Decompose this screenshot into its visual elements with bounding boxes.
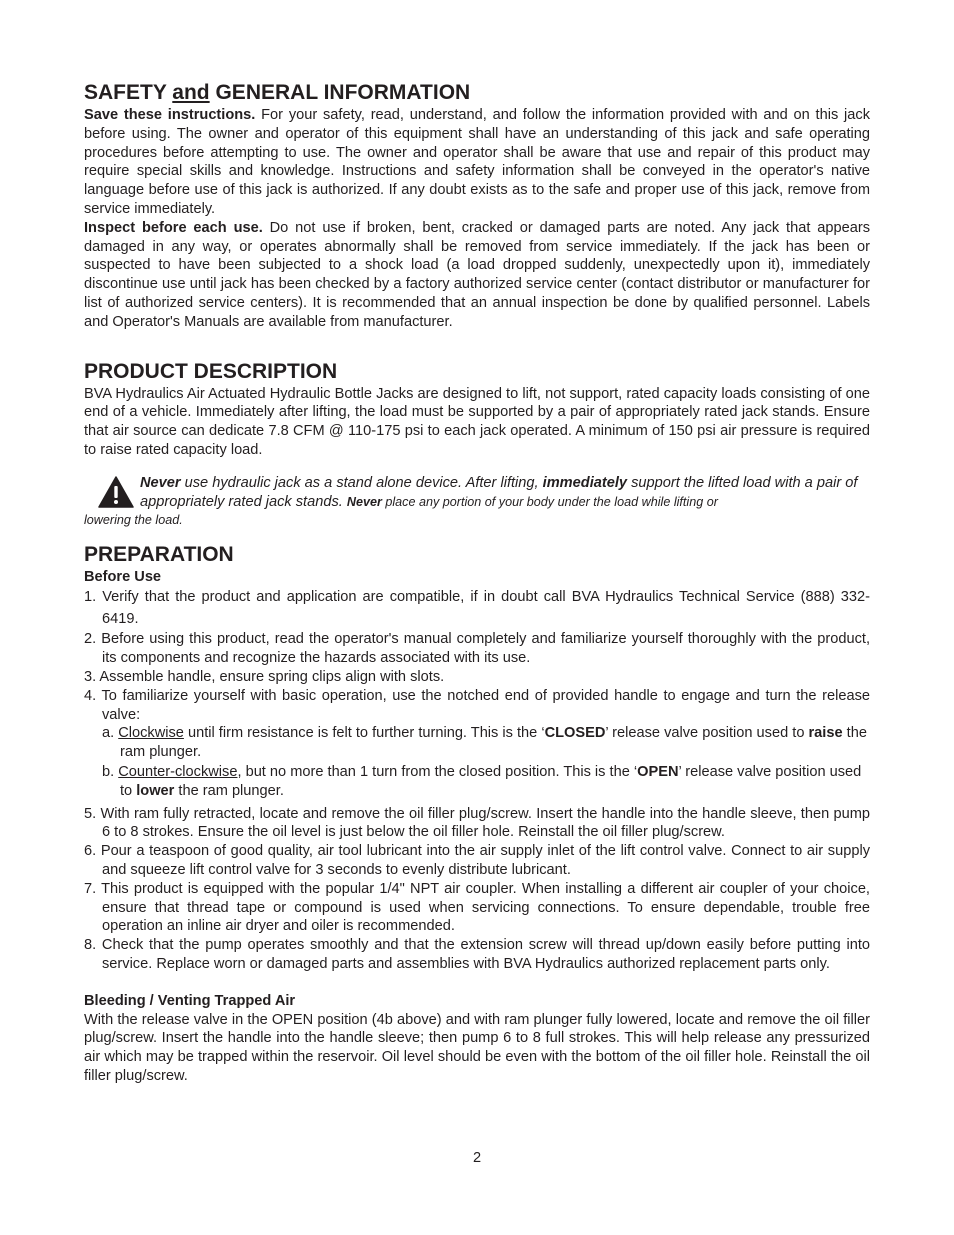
prep-item-4b: b. Counter-clockwise, but no more than 1 turn from the closed position. This is the ‘OPEN’ release valve position used to lower the ram plunger. <box>102 763 862 799</box>
warning-text-end: lowering the load. <box>84 513 183 528</box>
safety-heading: SAFETY and GENERAL INFORMATION <box>84 81 471 104</box>
prep-item-4: 4. To familiarize yourself with basic operation, use the notched end of provided handle to engage and turn the release valve: <box>84 687 870 723</box>
product-paragraph: BVA Hydraulics Air Actuated Hydraulic Bottle Jacks are designed to lift, not support, rated capacity loads consisting of one end of a vehicle. Immediately after lifting, the load must be supported by a pair of appropriately rated jack stands. Ensure that air source can dedicate 7.8 CFM @ 110-175 psi to each jack operated. A minimum of 150 psi air pressure is required to raise rated capacity load. <box>84 385 870 458</box>
prep-item-5: 5. With ram fully retracted, locate and remove the oil filler plug/screw. Insert the handle into the handle sleeve, then pump 6 to 8 strokes. Ensure the oil level is just below the oil filler hole. Reinstall the oil filler plug/screw. <box>84 805 870 841</box>
bleeding-paragraph: With the release valve in the OPEN position (4b above) and with ram plunger fully lowered, locate and remove the oil filler plug/screw. Insert the handle into the handle sleeve; then pump 6 to 8 full strokes. This will help release any pressurized air which may be trapped within the reservoir. Oil level should be even with the bottom of the oil filler hole. Reinstall the oil filler plug/screw. <box>84 1011 870 1085</box>
preparation-heading: PREPARATION <box>84 543 234 567</box>
warning-block <box>84 474 870 530</box>
safety-paragraph-1: Save these instructions. For your safety, read, understand, and follow the information provided with and on this jack before using. The owner and operator of this equipment shall have an understanding of this jack and safe operating procedures before attempting to use. The owner and operator shall be aware that use and repair of this product may require special skills and knowledge. Instructions and safety information shall be conveyed in the operator's native language before use of this jack is authorized. If any doubt exists as to the safe and proper use of this jack, remove from service immediately. <box>84 107 870 217</box>
prep-item-6: 6. Pour a teaspoon of good quality, air tool lubricant into the air supply inlet of the lift control valve. Connect to air supply and squeeze lift control valve for 3 seconds to evenly distribute lubricant. <box>84 843 870 878</box>
product-heading: PRODUCT DESCRIPTION <box>84 359 338 383</box>
before-use-subheading: Before Use <box>84 569 162 586</box>
page-content <box>84 80 870 1086</box>
prep-item-2: 2. Before using this product, read the operator's manual completely and familiarize yourself thoroughly with the product, its components and recognize the hazards associated with its use. <box>84 631 870 667</box>
warning-triangle-icon <box>98 476 134 508</box>
warning-text: Never use hydraulic jack as a stand alone device. After lifting, immediately support the lifted load with a pair of appropriately rated jack stands. Never place any portion of your body under the load while lifting or <box>140 474 858 510</box>
prep-item-7: 7. This product is equipped with the popular 1/4" NPT air coupler. When installing a different air coupler of your choice, ensure that thread tape or compound is used when servicing connections. To ensure dependable, trouble free operation an inline air dryer and oiler is recommended. <box>84 880 870 935</box>
prep-item-1: 1. Verify that the product and application are compatible, if in doubt call BVA Hydraulics Technical Service (888) 332-6419. <box>84 589 870 627</box>
prep-item-3: 3. Assemble handle, ensure spring clips align with slots. <box>84 668 445 685</box>
prep-item-8: 8. Check that the pump operates smoothly and that the extension screw will thread up/down easily before putting into service. Replace worn or damaged parts and assemblies with BVA Hydraulics authorized replacement parts only. <box>84 937 870 972</box>
page-number: 2 <box>472 1150 482 1166</box>
prep-item-4a: a. Clockwise until firm resistance is felt to further turning. This is the ‘CLOSED’ release valve position used to raise the ram plunger. <box>102 725 867 761</box>
safety-paragraph-2: Inspect before each use. Do not use if broken, bent, cracked or damaged parts are noted. Any jack that appears damaged in any way, or operates abnormally shall be removed from service immediately. If the jack has been or suspected to have been subjected to a shock load (a load dropped suddenly, unexpectedly upon it), immediately discontinue use until jack has been checked by a factory authorized service center (contact distributor or manufacturer for list of authorized service centers). It is recommended that an annual inspection be done by qualified personnel. Labels and Operator's Manuals are available from manufacturer. <box>84 219 870 330</box>
bleeding-subheading: Bleeding / Venting Trapped Air <box>84 992 296 1009</box>
